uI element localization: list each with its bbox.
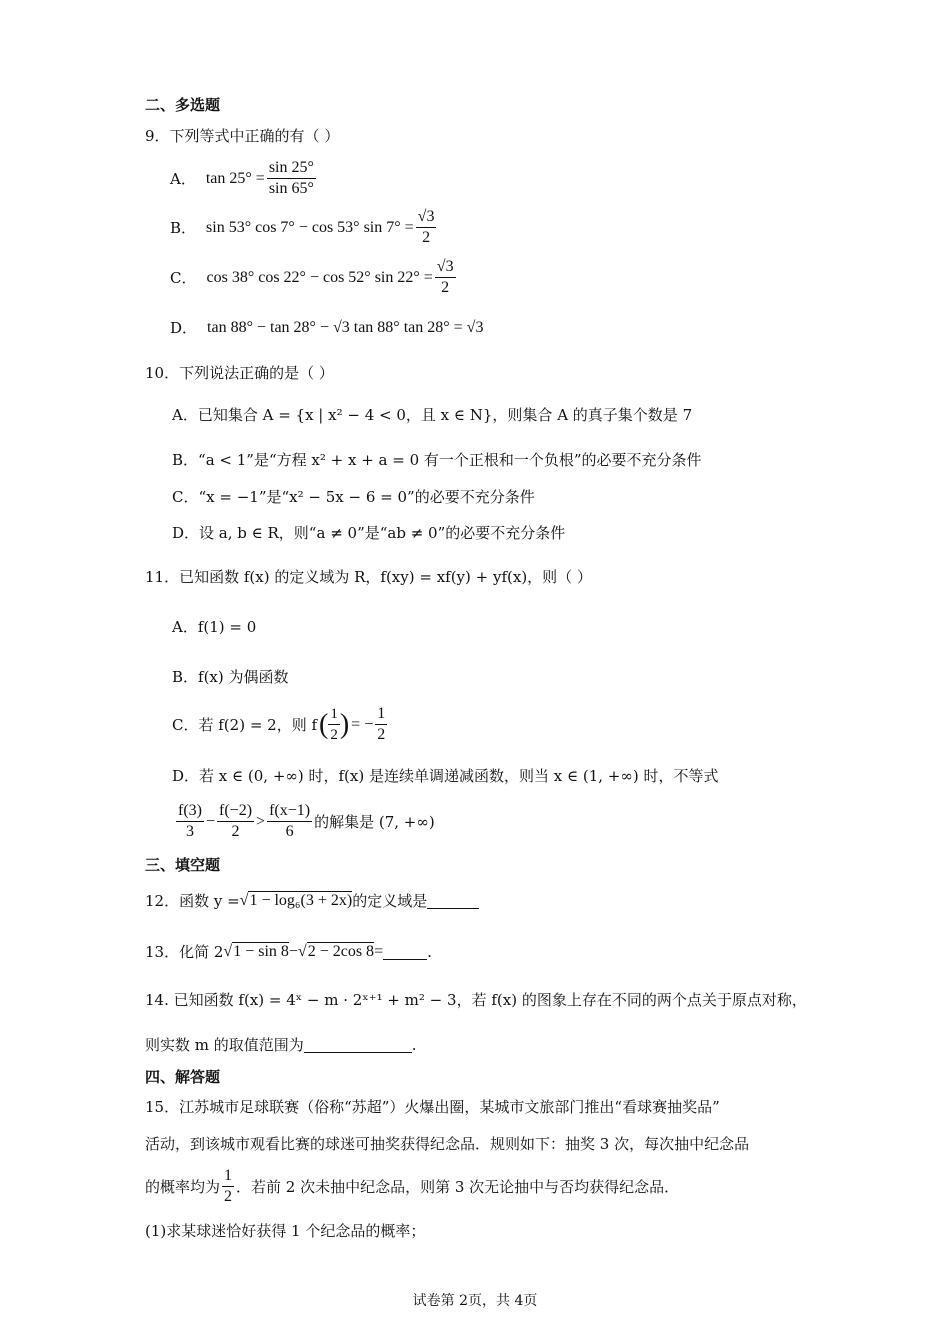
numerator: √3 <box>416 207 437 228</box>
section-heading-fill: 三、填空题 <box>145 856 221 874</box>
fraction <box>375 704 387 745</box>
q10-option-c: C．“x = −1”是“x² − 5x − 6 = 0”的必要不充分条件 <box>172 488 535 506</box>
q9-option-b <box>170 207 438 248</box>
denominator: 6 <box>285 823 294 840</box>
numerator: 1 <box>375 704 387 725</box>
option-label: B． <box>170 219 197 237</box>
denominator: 3 <box>185 823 194 840</box>
denominator: 2 <box>330 727 338 743</box>
radicand: 2 − 2cos 8 <box>307 943 375 960</box>
option-text: 的解集是 (7, +∞) <box>314 813 435 831</box>
numerator: 1 <box>328 704 340 725</box>
numerator: f(3) <box>176 801 204 822</box>
period: . <box>427 942 432 961</box>
question-text: 的概率均为 <box>145 1178 221 1196</box>
period: . <box>411 1035 417 1054</box>
q9-option-d <box>170 317 483 338</box>
question-11-stem: 11．已知函数 f(x) 的定义域为 R，f(xy) = xf(y) + yf(x)，则（ ） <box>145 568 592 586</box>
math-expression: sin 53° cos 7° − cos 53° sin 7° = <box>206 218 414 236</box>
denominator: 2 <box>422 229 431 246</box>
numerator: sin 25° <box>267 158 316 179</box>
question-13 <box>145 941 432 962</box>
question-15-part-1: (1)求某球迷恰好获得 1 个纪念品的概率； <box>145 1222 426 1240</box>
answer-blank[interactable] <box>304 1036 412 1053</box>
math-expression: = <box>374 942 384 960</box>
question-15-line-2: 活动，到该城市观看比赛的球迷可抽奖获得纪念品．规则如下：抽奖 3 次，每次抽中纪念品 <box>145 1135 750 1153</box>
option-text: C．若 f(2) = 2，则 f <box>172 716 318 734</box>
question-15-line-1: 15．江苏城市足球联赛（俗称“苏超”）火爆出圈，某城市文旅部门推出“看球赛抽奖品” <box>145 1098 720 1116</box>
minus-sign: − <box>205 812 216 830</box>
numerator: f(−2) <box>217 801 254 822</box>
denominator: 2 <box>441 279 450 296</box>
question-14-line-1: 14. 已知函数 f(x) = 4ˣ − m · 2ˣ⁺¹ + m² − 3，若 f(x) 的图象上存在不同的两个点关于原点对称， <box>145 991 807 1009</box>
q11-option-a: A．f(1) = 0 <box>172 618 257 636</box>
answer-blank[interactable] <box>383 943 427 960</box>
fraction <box>267 158 316 199</box>
math-expression: tan 25° = <box>205 169 265 187</box>
question-14-line-2 <box>145 1034 417 1055</box>
question-text: 13．化简 2 <box>145 943 224 961</box>
q11-option-b: B．f(x) 为偶函数 <box>172 668 289 686</box>
fraction: ( $\frac{1}{2}$ ) <box>319 706 350 743</box>
question-15-line-3 <box>145 1166 679 1207</box>
answer-blank[interactable] <box>427 892 479 909</box>
option-label: D． <box>170 319 198 337</box>
q10-option-d: D．设 a, b ∈ R，则“a ≠ 0”是“ab ≠ 0”的必要不充分条件 <box>172 524 566 542</box>
question-9-stem: 9．下列等式中正确的有（ ） <box>145 127 340 145</box>
radical-sign: √ <box>297 942 307 960</box>
fraction <box>222 1166 234 1207</box>
question-text: 12．函数 y = <box>145 892 240 910</box>
numerator: f(x−1) <box>267 801 312 822</box>
numerator: 1 <box>222 1166 234 1187</box>
fraction <box>176 801 204 842</box>
q9-option-c <box>170 257 458 298</box>
fraction <box>217 801 254 842</box>
page-footer: 试卷第 2页，共 4页 <box>412 1293 538 1309</box>
question-12 <box>145 890 479 911</box>
radicand: 1 − sin 8 <box>233 943 289 960</box>
fraction <box>416 207 437 248</box>
question-text: ．若前 2 次未抽中纪念品，则第 3 次无论抽中与否均获得纪念品． <box>236 1178 680 1196</box>
radical-sign: √ <box>239 891 249 909</box>
radicand: 1 − log₆(3 + 2x) <box>249 892 353 909</box>
math-expression: − <box>288 942 298 960</box>
option-label: C． <box>170 269 197 287</box>
denominator: sin 65° <box>268 180 314 197</box>
denominator: 2 <box>377 726 386 743</box>
question-10-stem: 10．下列说法正确的是（ ） <box>145 364 334 382</box>
q10-option-a: A．已知集合 A = {x | x² − 4 < 0，且 x ∈ N}，则集合 A 的真子集个数是 7 <box>172 406 693 424</box>
question-text: 则实数 m 的取值范围为 <box>145 1036 304 1054</box>
denominator: 2 <box>231 823 240 840</box>
greater-sign: > <box>256 812 266 830</box>
section-heading-answer: 四、解答题 <box>145 1068 221 1086</box>
math-expression: tan 88° − tan 28° − √3 tan 88° tan 28° = √3 <box>207 318 484 336</box>
radical-sign: √ <box>223 942 233 960</box>
numerator: √3 <box>435 257 456 278</box>
fraction <box>267 801 312 842</box>
math-expression: = − <box>351 715 374 733</box>
q11-option-d: D．若 x ∈ (0, +∞) 时，f(x) 是连续单调递减函数，则当 x ∈ (1, +∞) 时，不等式 <box>172 767 719 785</box>
math-expression: cos 38° cos 22° − cos 52° sin 22° = <box>206 268 433 286</box>
question-text: 的定义域是 <box>352 892 428 910</box>
section-heading-multi: 二、多选题 <box>145 96 221 114</box>
q11-option-d-inequality <box>174 801 435 842</box>
q11-option-c <box>172 704 389 745</box>
q10-option-b: B．“a < 1”是“方程 x² + x + a = 0 有一个正根和一个负根”的必要不充分条件 <box>172 451 702 469</box>
option-label: A． <box>170 170 196 188</box>
q9-option-a <box>170 158 318 199</box>
fraction <box>435 257 456 298</box>
denominator: 2 <box>224 1188 233 1205</box>
